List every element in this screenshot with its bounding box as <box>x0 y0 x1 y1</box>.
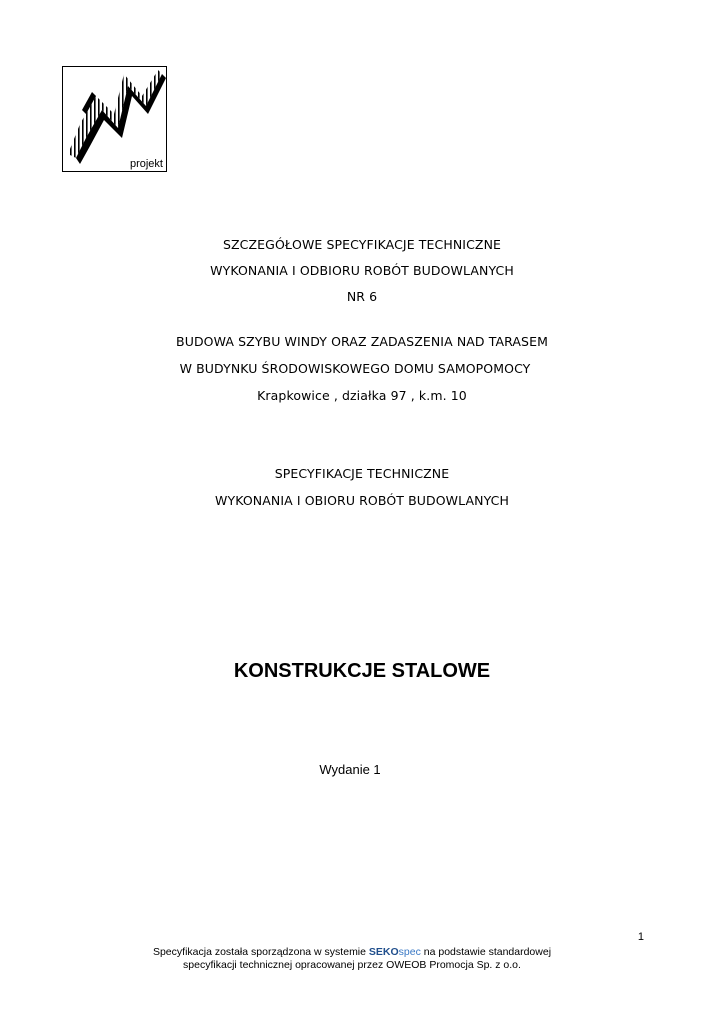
brand-spec: spec <box>398 946 421 958</box>
document-title: KONSTRUKCJE STALOWE <box>233 660 491 682</box>
edition-label: Wydanie 1 <box>319 762 381 777</box>
footer-text-after: na podstawie standardowej <box>420 946 552 958</box>
spec-header <box>0 232 724 310</box>
subtitle-line-1: SPECYFIKACJE TECHNICZNE <box>274 466 450 481</box>
project-line-1: BUDOWA SZYBU WINDY ORAZ ZADASZENIA NAD TARASEM <box>176 334 548 349</box>
spec-subtitle <box>0 460 724 514</box>
project-line-2: W BUDYNKU ŚRODOWISKOWEGO DOMU SAMOPOMOCY <box>179 361 531 376</box>
page-number: 1 <box>637 931 644 943</box>
subtitle-line-2: WYKONANIA I OBIORU ROBÓT BUDOWLANYCH <box>215 493 509 508</box>
footer-line-1 <box>0 946 704 959</box>
jw-projekt-logo-icon <box>62 66 167 172</box>
logo-text: projekt <box>129 158 163 170</box>
footer-line-2: specyfikacji technicznej opracowanej przez OWEOB Promocja Sp. z o.o. <box>183 959 521 971</box>
brand-seko: SEKO <box>368 946 399 958</box>
project-location: Krapkowice , działka 97 , k.m. 10 <box>257 388 467 403</box>
page-footer <box>0 946 704 972</box>
header-line-1: SZCZEGÓŁOWE SPECYFIKACJE TECHNICZNE <box>222 237 502 252</box>
project-description <box>0 328 724 409</box>
header-line-2: WYKONANIA I ODBIORU ROBÓT BUDOWLANYCH <box>210 263 514 278</box>
company-logo <box>62 66 167 172</box>
header-line-3: NR 6 <box>346 289 378 304</box>
footer-text-before: Specyfikacja została sporządzona w systemie <box>152 946 369 958</box>
